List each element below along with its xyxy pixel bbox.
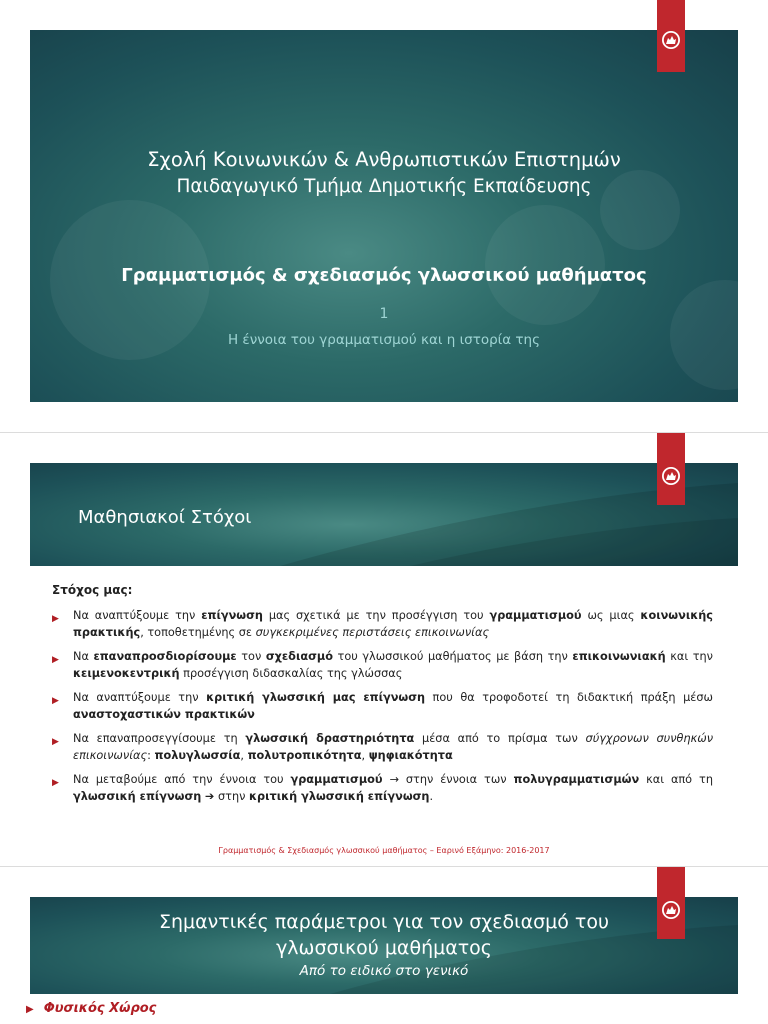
objective-text-run: , τοποθετημένης σε (140, 625, 256, 639)
parameter-bullet-label: Φυσικός Χώρος (43, 1001, 157, 1016)
parameters-header-band (30, 897, 738, 994)
objective-text-run: και την (665, 650, 713, 663)
objective-text-run: Να (73, 650, 94, 663)
slide-divider (0, 866, 768, 867)
university-logo-icon (661, 466, 681, 486)
objective-item (52, 608, 713, 641)
objective-text-run: γλωσσική επίγνωση (73, 789, 202, 803)
lecture-topic: Η έννοια του γραμματισμού και η ιστορία της (227, 332, 541, 348)
objectives-title: Μαθησιακοί Στόχοι (78, 507, 252, 528)
objective-text-run: σύγχρονων συνθηκών επικοινωνίας (73, 732, 714, 762)
logo-tab (657, 867, 685, 939)
red-triangle-bullet-icon: ▶ (52, 614, 59, 624)
objective-text-run: πολυγλωσσία (154, 748, 241, 762)
objectives-label: Στόχος μας: (52, 583, 133, 597)
objective-item (52, 690, 713, 723)
red-triangle-bullet-icon: ▶ (52, 655, 59, 665)
objective-text-run: τον (236, 650, 266, 663)
objective-text-run: προσέγγιση διδασκαλίας της γλώσσας (179, 666, 403, 680)
red-triangle-bullet-icon: ▶ (26, 1004, 34, 1015)
objective-text-run: αναστοχαστικών πρακτικών (73, 707, 255, 721)
parameters-subtitle: Από το ειδικό στο γενικό (299, 963, 469, 979)
objective-text-run: . (429, 789, 434, 803)
objective-text-run: κοινωνικής πρακτικής (73, 609, 713, 639)
objective-text-run: μας σχετικά με την προσέγγιση του (262, 609, 490, 622)
objective-text-run: επικοινωνιακή (572, 650, 666, 663)
objective-text-run: γραμματισμού (290, 773, 383, 786)
logo-tab (657, 433, 685, 505)
objective-text-run: πολυγραμματισμών (513, 773, 640, 786)
objective-item (52, 731, 713, 764)
objective-text-run: Να μεταβούμε από την έννοια του (73, 773, 291, 786)
objectives-header-band (30, 463, 738, 566)
course-title: Γραμματισμός & σχεδιασμός γλωσσικού μαθήματος (121, 265, 647, 286)
objective-text-run: → στην έννοια των (382, 773, 514, 786)
objective-text-run: συγκεκριμένες περιστάσεις επικοινωνίας (255, 625, 490, 639)
university-logo-icon (661, 900, 681, 920)
objective-text-run: κριτική γλωσσική μας επίγνωση (206, 691, 426, 704)
objective-text-run: Να επαναπροσεγγίσουμε τη (73, 732, 246, 745)
objective-text-run: Να αναπτύξουμε την (73, 691, 207, 704)
university-logo-icon (661, 30, 681, 50)
lecture-number: 1 (379, 306, 389, 322)
parameters-title-line2: γλωσσικού μαθήματος (276, 937, 492, 959)
logo-tab (657, 0, 685, 72)
objective-text-run: ➔ στην (201, 789, 250, 803)
objective-text-run: πολυτροπικότητα (247, 748, 362, 762)
red-triangle-bullet-icon: ▶ (52, 696, 59, 706)
title-slide (30, 30, 738, 402)
parameter-bullet (26, 1001, 156, 1016)
objective-text-run: ψηφιακότητα (368, 748, 453, 762)
department-name: Παιδαγωγικό Τμήμα Δημοτικής Εκπαίδευσης (176, 176, 592, 197)
objective-text-run: , (361, 748, 369, 762)
objective-text-run: του γλωσσικού μαθήματος με βάση την (332, 650, 573, 663)
slide-footer: Γραμματισμός & Σχεδιασμός γλωσσικού μαθήματος – Εαρινό Εξάμηνο: 2016-2017 (218, 846, 550, 855)
parameters-title (30, 909, 738, 961)
objective-text-run: : (147, 748, 155, 762)
objective-text-run: γραμματισμού (489, 609, 582, 622)
objective-text-run: , (240, 748, 248, 762)
objective-text-run: επίγνωση (201, 609, 263, 622)
objective-text-run: ως μιας (581, 609, 641, 622)
objective-item (52, 772, 713, 805)
objective-item (52, 649, 713, 682)
slide-divider (0, 432, 768, 433)
objectives-list (52, 608, 713, 813)
objective-text-run: που θα τροφοδοτεί τη διδακτική πράξη μέσω (425, 691, 713, 704)
parameters-title-line1: Σημαντικές παράμετροι για τον σχεδιασμό του (159, 911, 609, 933)
school-name: Σχολή Κοινωνικών & Ανθρωπιστικών Επιστημών (147, 148, 621, 171)
objective-text-run: και από τη (639, 773, 713, 786)
objective-text-run: κειμενοκεντρική (73, 666, 180, 680)
objective-text-run: σχεδιασμό (265, 650, 333, 663)
red-triangle-bullet-icon: ▶ (52, 737, 59, 747)
objective-text-run: γλωσσική δραστηριότητα (245, 732, 415, 745)
objective-text-run: επαναπροσδιορίσουμε (93, 650, 237, 663)
objective-text-run: Να αναπτύξουμε την (73, 609, 202, 622)
red-triangle-bullet-icon: ▶ (52, 778, 59, 788)
objective-text-run: μέσα από το πρίσμα των (414, 732, 586, 745)
objective-text-run: κριτική γλωσσική επίγνωση (249, 789, 430, 803)
